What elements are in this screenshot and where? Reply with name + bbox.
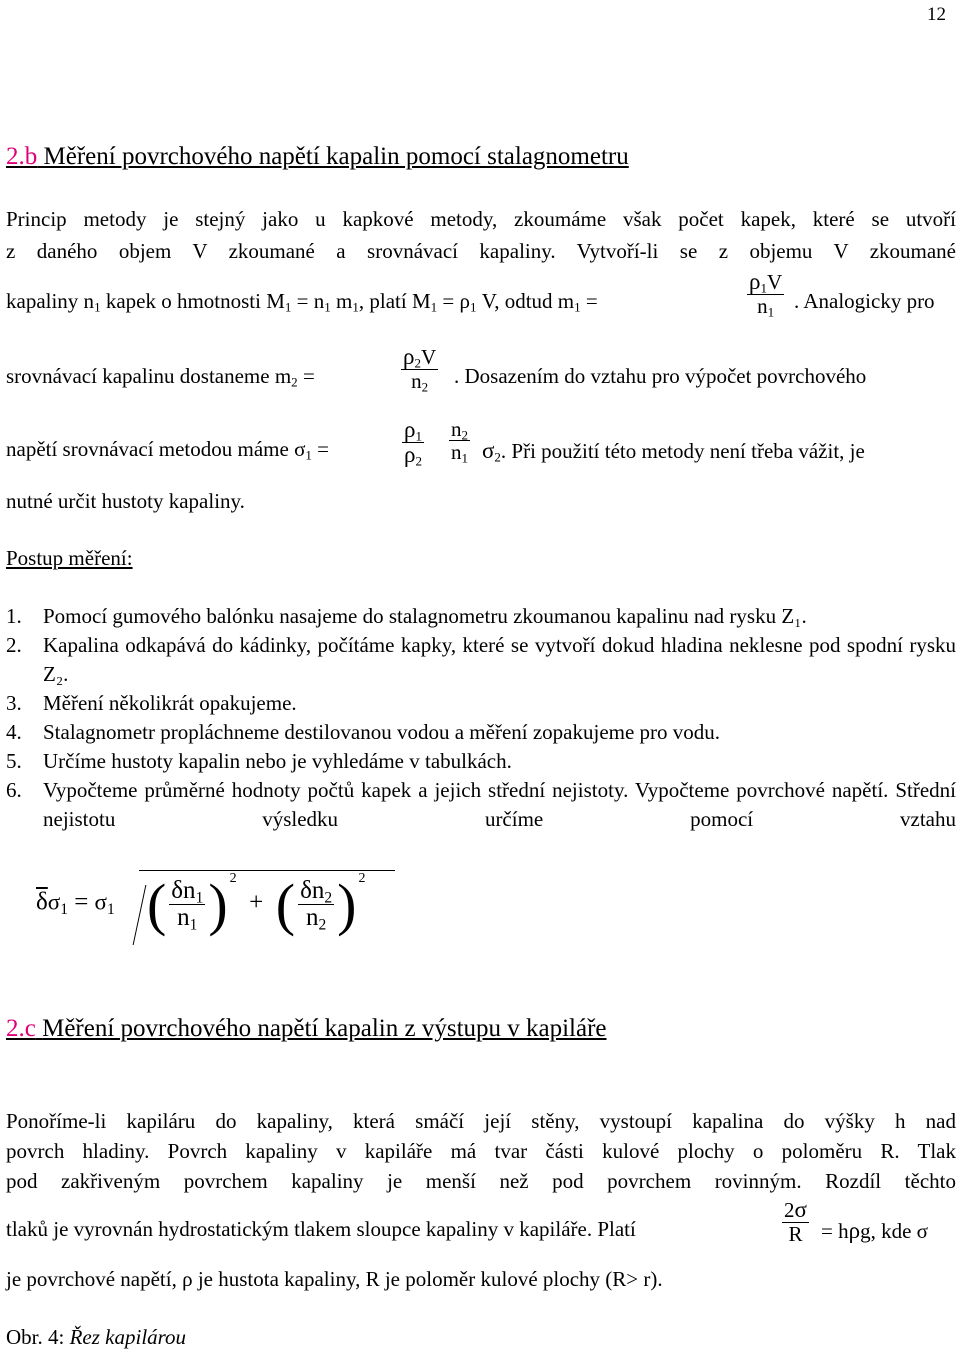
paragraph-line: pod zakřiveným povrchem kapaliny je menší než pod povrchem rovinným. Rozdíl těchto	[6, 1169, 956, 1193]
paragraph-line: je povrchové napětí, ρ je hustota kapaliny, R je poloměr kulové plochy (R> r).	[6, 1267, 663, 1291]
uncertainty-formula: $\overline{\delta}\sigma_1 = \sigma_1$ ( $\frac{\delta n_1}{n_1}$ ) $^2$ + ( $\frac{\delta n_2}{n_2}$ ) $^2$	[36, 870, 395, 938]
formula-m2: $\frac{\rho_2V}{n_2}$	[403, 344, 437, 395]
list-item: 6. Vypočteme průměrné hodnoty počtů kapek a jejich střední nejistoty. Vypočteme povrchové napětí. Střední nejistotu výsledku určíme pomocí vztahu	[6, 778, 956, 831]
figure-caption: Obr. 4: Řez kapilárou	[6, 1325, 187, 1349]
procedure-heading: Postup měření:	[6, 546, 133, 570]
section-number: 2.b	[6, 143, 38, 170]
formula-n-ratio: $\frac{n_2}{n_1}$	[451, 417, 469, 466]
section-heading-2b	[6, 143, 629, 171]
list-item: 4. Stalagnometr propláchneme destilovanou vodou a měření zopakujeme pro vodu.	[6, 720, 721, 744]
paragraph-line: povrch hladiny. Povrch kapaliny v kapiláře má tvar části kulové plochy o poloměru R. Tlak	[6, 1139, 956, 1163]
list-item: 5. Určíme hustoty kapalin nebo je vyhledáme v tabulkách.	[6, 749, 512, 773]
paragraph-line: nutné určit hustoty kapaliny.	[6, 489, 245, 513]
list-item: 1. Pomocí gumového balónku nasajeme do stalagnometru zkoumanou kapalinu nad rysku Z₁.	[6, 604, 807, 628]
list-item: 3. Měření několikrát opakujeme.	[6, 691, 297, 715]
sqrt: ( $\frac{\delta n_1}{n_1}$ ) $^2$ + ( $\frac{\delta n_2}{n_2}$ ) $^2$	[139, 870, 395, 938]
section-title: Měření povrchového napětí kapalin z výstupu v kapiláře	[42, 1015, 607, 1042]
list-item: 2. Kapalina odkapává do kádinky, počítáme kapky, které se vytvoří dokud hladina neklesne pod spodní rysku Z₂.	[6, 633, 956, 686]
paragraph-line: Ponoříme-li kapiláru do kapaliny, která smáčí její stěny, vystoupí kapalina do výšky h nad	[6, 1109, 956, 1133]
formula-capillary: $\frac{2\sigma}{R}$	[784, 1197, 807, 1247]
formula-rho-ratio: $\frac{\rho_1}{\rho_2}$	[404, 417, 422, 469]
paragraph-line: z daného objem V zkoumané a srovnávací kapaliny. Vytvoří-li se z objemu V zkoumané	[6, 239, 956, 263]
page-number: 12	[927, 4, 946, 25]
procedure-list	[6, 602, 956, 834]
section-heading-2c	[6, 1015, 607, 1043]
section-title: Měření povrchového napětí kapalin pomocí stalagnometru	[43, 143, 629, 170]
section-number: 2.c	[6, 1015, 36, 1042]
paragraph-line: Princip metody je stejný jako u kapkové metody, zkoumáme však počet kapek, které se utvoří	[6, 207, 956, 231]
formula-m1: $\frac{\rho_1V}{n_1}$	[749, 269, 783, 320]
